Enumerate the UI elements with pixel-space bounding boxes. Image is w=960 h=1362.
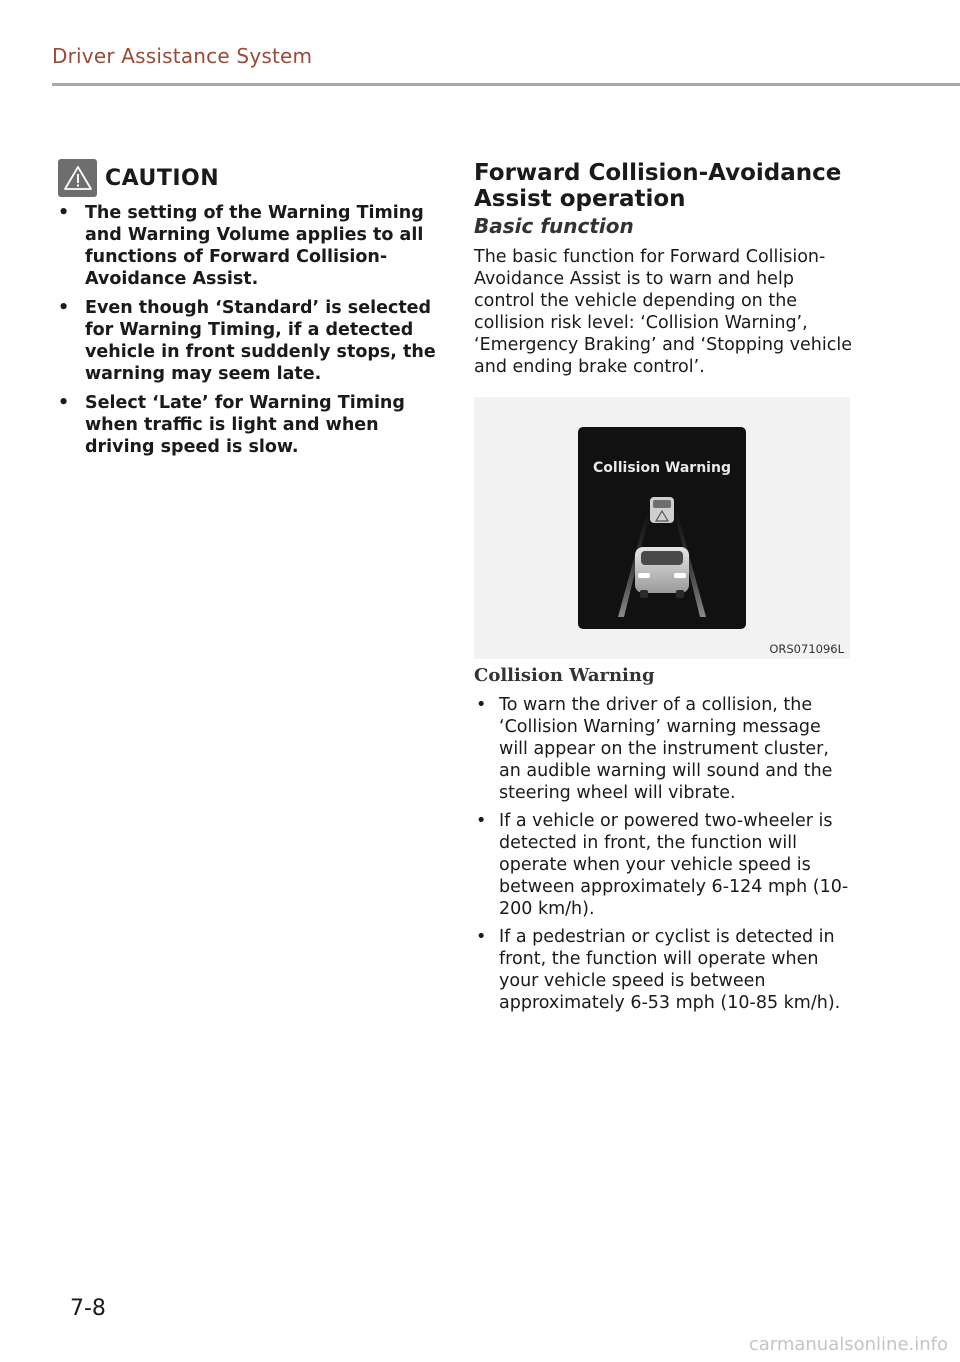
figure-code: ORS071096L — [769, 642, 844, 656]
caution-item: • Even though ‘Standard’ is selected for Warning Timing, if a detected vehicle in front suddenly stops, the warning may seem late. — [58, 297, 438, 385]
cluster-warning-message: Collision Warning — [593, 460, 731, 476]
caution-header — [58, 159, 219, 197]
section-subtitle: Basic function — [474, 214, 634, 238]
collision-warning-item: • To warn the driver of a collision, the ‘Collision Warning’ warning message will appear on the instrument cluster, an audible warning will sound and the steering wheel will vibrate. — [474, 694, 854, 804]
collision-warning-heading: Collision Warning — [474, 665, 655, 686]
collision-warning-list — [474, 694, 854, 1020]
warning-triangle-icon — [58, 159, 97, 197]
caution-label: CAUTION — [105, 165, 220, 191]
caution-item: • Select ‘Late’ for Warning Timing when traffic is light and when driving speed is slow. — [58, 392, 438, 458]
collision-warning-item: • If a vehicle or powered two-wheeler is detected in front, the function will operate when your vehicle speed is between approximately 6-124 mph (10-200 km/h). — [474, 810, 854, 920]
header-divider — [52, 83, 960, 86]
caution-item: • The setting of the Warning Timing and Warning Volume applies to all functions of Forward Collision-Avoidance Assist. — [58, 202, 438, 290]
page-number: 7-8 — [70, 1296, 106, 1321]
cluster-illustration — [474, 397, 850, 659]
instrument-cluster-screen — [578, 427, 746, 629]
caution-list — [58, 202, 438, 465]
collision-warning-item: • If a pedestrian or cyclist is detected in front, the function will operate when your vehicle speed is between approximately 6-53 mph (10-85 km/h). — [474, 926, 854, 1014]
collision-scene-icon — [578, 427, 746, 629]
intro-paragraph: The basic function for Forward Collision-Avoidance Assist is to warn and help control the vehicle depending on the collision risk level: ‘Collision Warning’, ‘Emergency Braking’ and ‘Stopping vehicle and ending brake control’. — [474, 247, 852, 377]
chapter-title: Driver Assistance System — [52, 44, 313, 68]
section-title: Forward Collision-Avoidance Assist operation — [474, 160, 842, 212]
watermark: carmanualsonline.info — [748, 1334, 948, 1355]
